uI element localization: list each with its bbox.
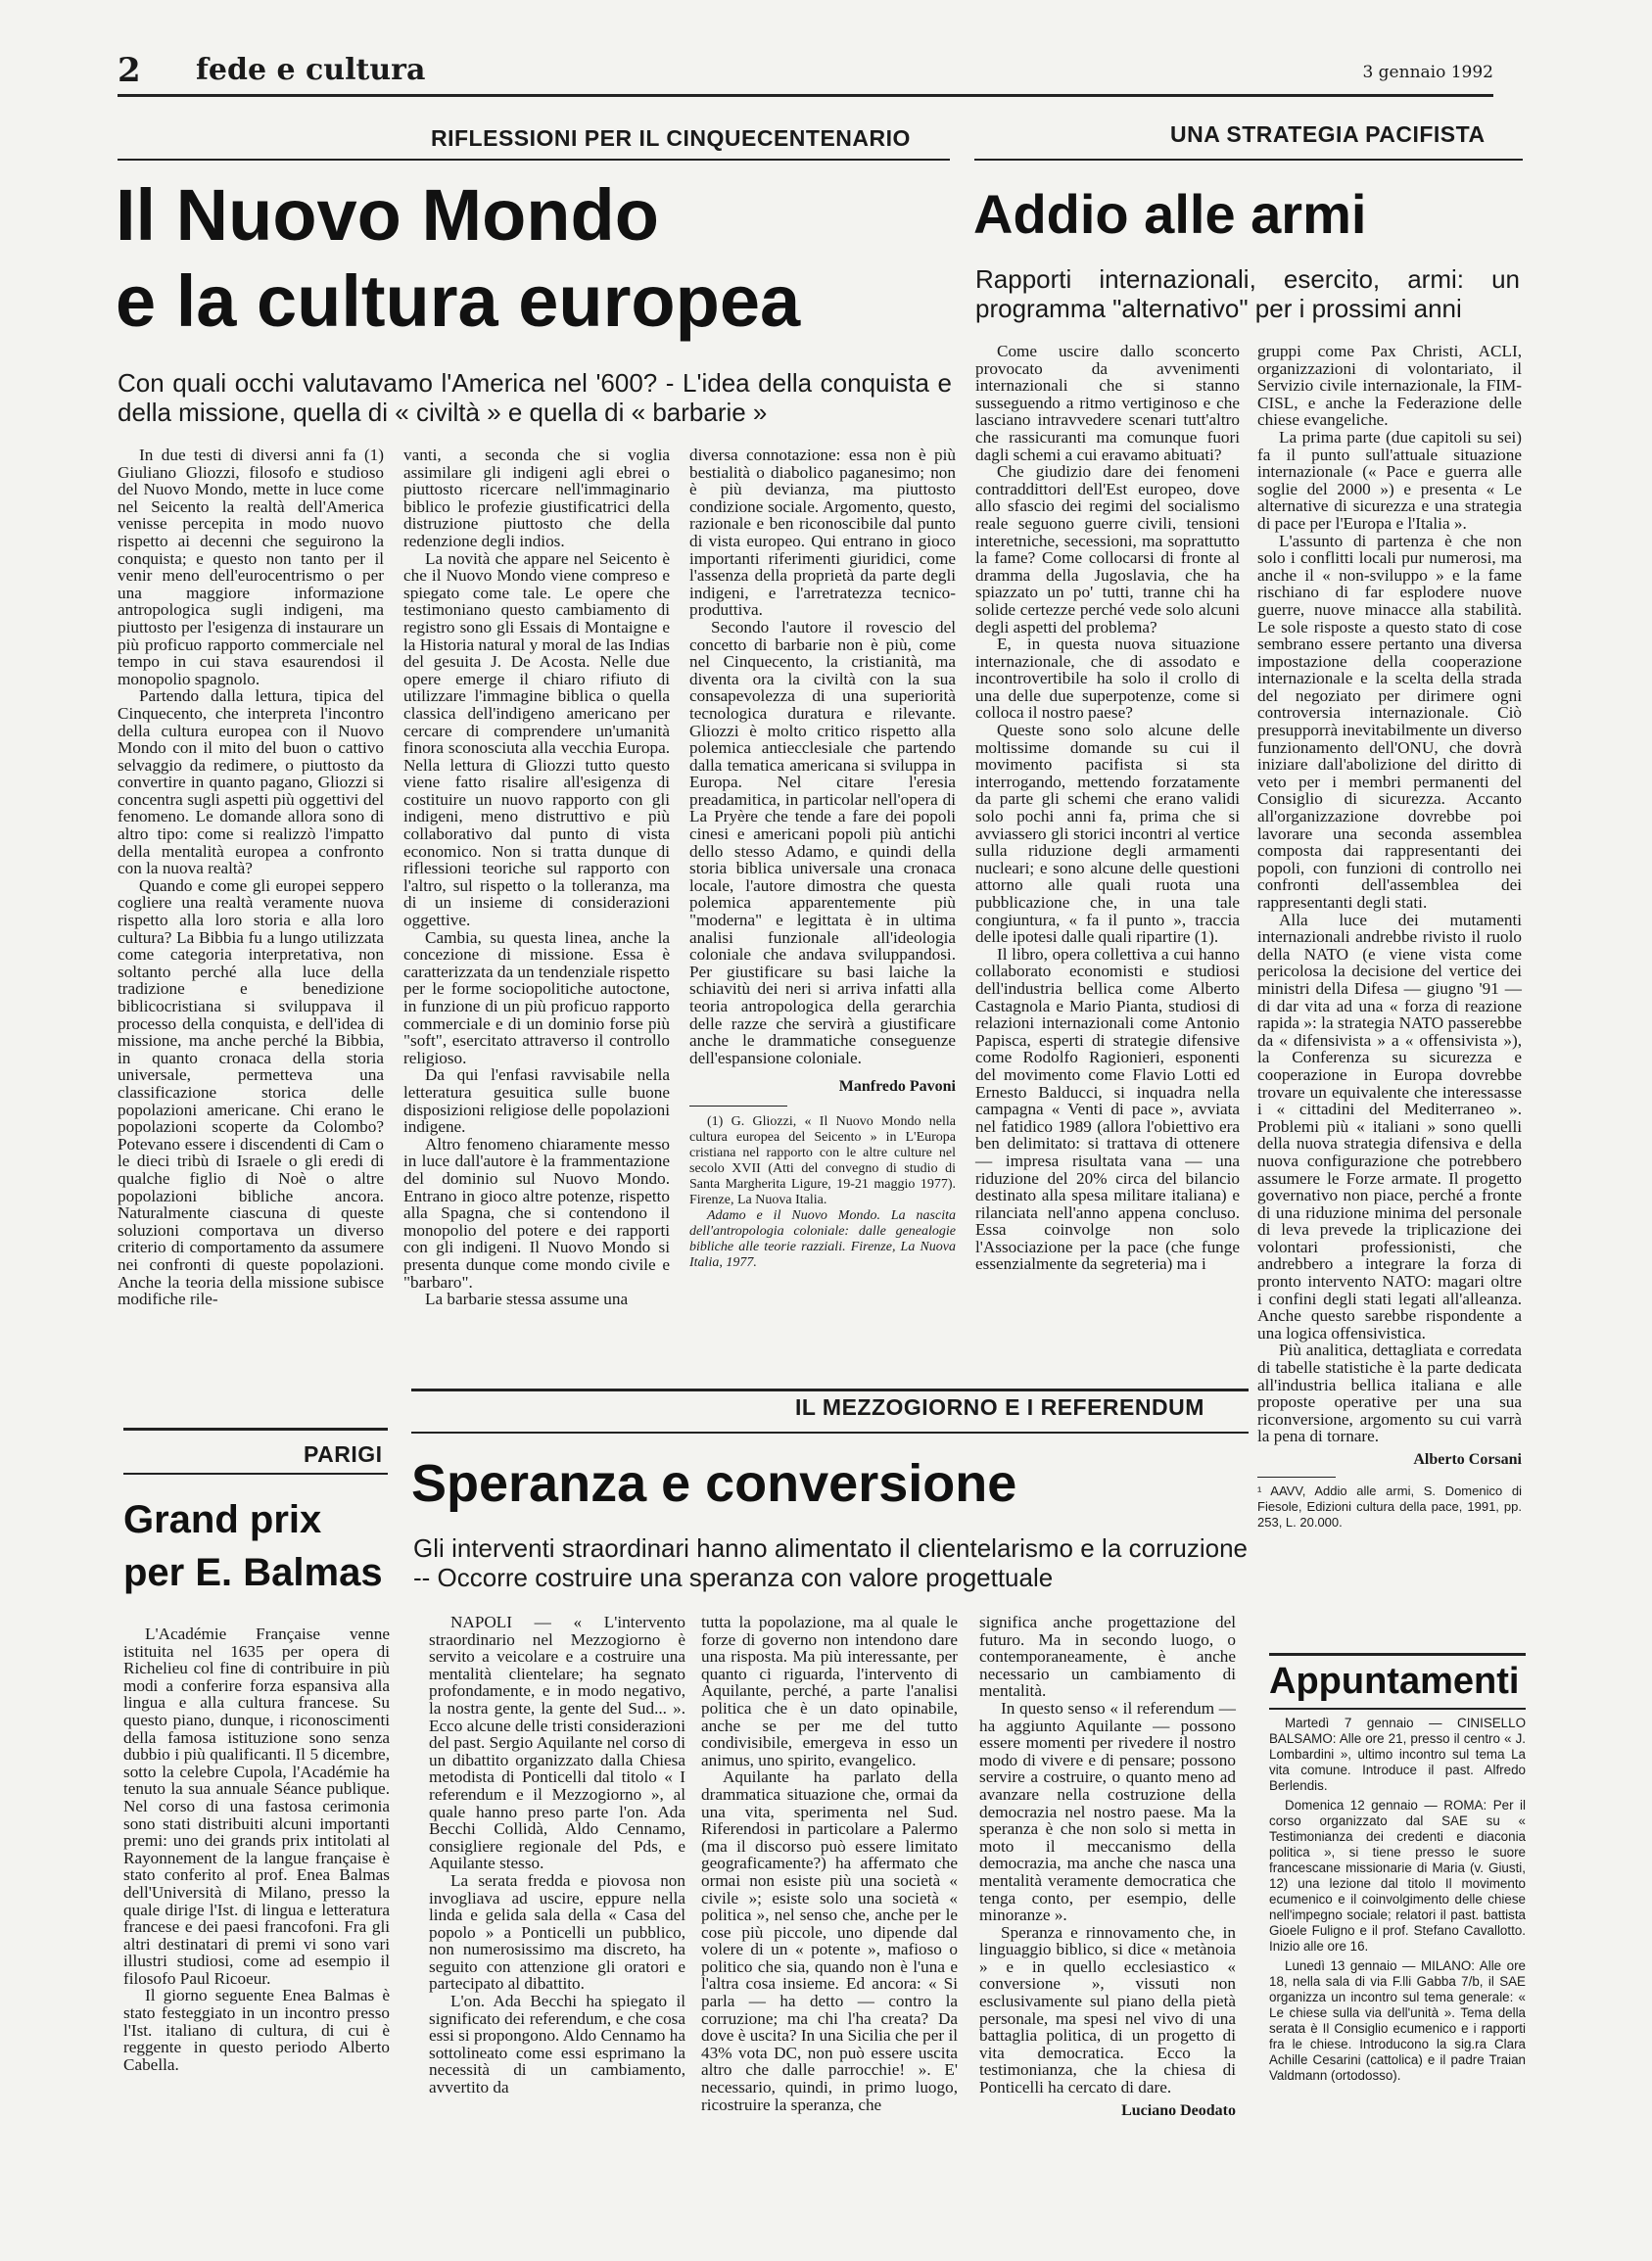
paris-body [123,1625,390,2073]
appointment-item: Martedì 7 gennaio — CINISELLO BALSAMO: Alle ore 21, presso il centro « J. Lombardini », ultimo incontro sul tema La vita comune. Introduce il past. Alfredo Berlendis. [1269,1716,1526,1793]
south-paragraph: Aquilante ha parlato della drammatica situazione che, ormai da una vita, sperimenta nel Sud. Riferendosi in particolare a Palermo (ma il discorso può essere limitato geograficamente?) ha affermato che ormai non esiste più una società « civile »; esiste solo una società « politica », nel senso che, anche per le cose più piccole, uno dipende dal volere di un « potente », mafioso o politico che sia, quando non è l'una e l'altra cosa insieme. Ed ancora: « Si parla — ha detto — contro la corruzione; ma chi l'ha creata? Da dove è uscita? In una Sicilia che per il 43% vota DC, non può essere uscita altro che dalle parrocchie! ». E' necessario, quindi, in primo luogo, ricostruire la speranza, che [701,1767,958,2114]
south-col-3 [979,1614,1236,2119]
right-paragraph: L'assunto di partenza è che non solo i conflitti locali pur numerosi, ma anche il « non-sviluppo » e la fame rischiano di far esplodere nuove guerre, nuove minacce alla stabilità. Le sole risposte a questo stato di cose sembrano essere pertanto una diversa impostazione della cooperazione internazionale e la scelta della strada del negoziato per dirimere ogni controversia internazionale. Ciò presupporrà inevitabilmente un diverso funzionamento dell'ONU, che dovrà iniziare dall'abolizione del diritto di veto per i membri permanenti del Consiglio di sicurezza. Accanto all'organizzazione dovrebbe poi lavorare una seconda assemblea composta dai rappresentanti dei popoli, con funzioni di controllo nei confronti dell'assemblea dei rappresentanti degli stati. [1257,531,1522,912]
main-paragraph: Da qui l'enfasi ravvisabile nella letteratura gesuitica sulle buone disposizioni religiose delle popolazioni indigene. [403,1065,670,1137]
paris-headline-line1: Grand prix [123,1498,322,1541]
appointments-list [1269,1716,1526,2088]
main-footnote-1: (1) G. Gliozzi, « Il Nuovo Mondo nella cultura europea del Seicento » in L'Europa cristiana nel rapporto con le altre culture nel secolo XVII (Atti del convegno di studio di Santa Margherita Ligure, 19-21 maggio 1977). Firenze, La Nuova Italia. [689,1113,956,1207]
right-paragraph: E, in questa nuova situazione internazionale, che di assodato e incontrovertibile ha solo il crollo di una delle due superpotenze, come si colloca il nostro paese? [975,635,1240,723]
main-col-3 [689,447,956,1271]
section-title: fede e cultura [196,53,426,87]
south-paragraph: NAPOLI — « L'intervento straordinario nel Mezzogiorno è servito a veicolare e a costruire una mentalità clientelare; ha segnato profondamente, e in modo negativo, la nostra gente, la gente del Sud... ». Ecco alcune delle tristi considerazioni del past. Sergio Aquilante nel corso di un dibattito organizzato dalla Chiesa metodista di Ponticelli dal titolo « I referendum e il Mezzogiorno », al quale hanno preso parte l'on. Ada Becchi Collidà, Aldo Cennamo, consigliere regionale del Pds, e Aquilante stesso. [429,1613,685,1873]
paris-paragraph: L'Académie Française venne istituita nel 1635 per opera di Richelieu col fine di contribuire in più modi a conferire forza espansiva alla lingua e alla cultura francese. Su questo piano, dunque, i riconoscimenti della famosa istituzione sono senza dubbio i più qualificanti. Il 5 dicembre, sotto la celebre Cupola, l'Académie ha tenuto la sua annuale Séance publique. Nel corso di una fastosa cerimonia sono stati distribuiti alcuni importanti premi: uno dei grands prix intitolati al Rayonnement de la langue française è stato conferito al prof. Enea Balmas dell'Università di Milano, presso la quale dirige l'Ist. di lingua e letteratura francese e dei paesi francofoni. Fra gli altri destinatari di premi vi sono vari illustri studiosi, come ad esempio il filosofo Paul Ricoeur. [123,1625,390,1988]
right-paragraph: Il libro, opera collettiva a cui hanno collaborato economisti e studiosi dell'industria bellica come Alberto Castagnola e Mario Pianta, studiosi di relazioni internazionali come Antonio Papisca, esperti di strategie difensive come Rodolfo Ragionieri, esponenti del movimento come Flavio Lotti ed Ernesto Balducci, si inquadra nella campagna « Venti di pace », avviata nel fatidico 1989 (allora l'obiettivo era ben delimitato: si trattava di ottenere — impresa risultata vana — una riduzione del 20% circa del bilancio destinato alla spesa militare italiana) e rilanciata nell'anno appena concluso. Essa coinvolge non solo l'Associazione per la pace (che funge essenzialmente da segreteria) ma i [975,944,1240,1274]
right-col-2 [1257,343,1522,1531]
main-headline-line2: e la cultura europea [116,260,801,342]
page-number: 2 [118,51,141,90]
main-paragraph: Partendo dalla lettura, tipica del Cinquecento, che interpreta l'incontro della cultura europea con il Nuovo Mondo con il mito del buon o cattivo selvaggio da redimere, o piuttosto da convertire in quanto pagano, Gliozzi si concentra sugli aspetti più oggettivi del fenomeno. Le domande allora sono di altro tipo: come si realizzò l'impatto della mentalità europea a confronto con la nuova realtà? [118,686,384,878]
right-paragraph: gruppi come Pax Christi, ACLI, organizzazioni di volontariato, il Servizio civile internazionale, la FIM-CISL, e anche la Federazione delle chiese evangeliche. [1257,342,1522,430]
right-kicker: UNA STRATEGIA PACIFISTA [1170,121,1486,147]
right-kicker-rule [974,159,1523,161]
south-paragraph: La serata fredda e piovosa non invogliava ad uscire, eppure nella linda e gelida sala della « Casa del popolo » a Ponticelli un pubblico, non numerosissimo ma discreto, ha seguito con attenzione gli oratori e partecipato al dibattito. [429,1870,685,1994]
paris-kicker: PARIGI [304,1441,383,1467]
paris-headline-line2: per E. Balmas [123,1551,383,1594]
main-signature: Manfredo Pavoni [838,1078,956,1096]
appointments-top-rule [1269,1653,1526,1656]
main-headline-line1: Il Nuovo Mondo [116,174,659,256]
right-signature: Alberto Corsani [1413,1451,1522,1468]
south-kicker: IL MEZZOGIORNO E I REFERENDUM [795,1394,1204,1420]
main-paragraph: diversa connotazione: essa non è più bestialità o diabolico paganesimo; non è più devianza, ma piuttosto condizione sociale. Argomento, questo, razionale e ben riconoscibile dal punto di vista europeo. Qui entrano in gioco importanti riferimenti giuridici, come l'assenza della proprietà da parte degli indigeni, e l'arretratezza tecnico-produttiva. [689,446,956,620]
south-headline: Speranza e conversione [411,1454,1017,1513]
south-paragraph: Speranza e rinnovamento che, in linguaggio biblico, si dice « metànoia » e in quello ecclesiastico « conversione », vissuti non esclusivamente sul piano della pietà personale, ma spesi nel vivo di una battaglia politica, di un progetto di vita democratica. Ecco la testimonianza, che la chiesa di Ponticelli ha cercato di dare. [979,1922,1236,2097]
main-paragraph: vanti, a seconda che si voglia assimilare gli indigeni agli ebrei o piuttosto ricercare nell'immaginario biblico le profezie giustificatrici della distruzione piuttosto che della redenzione degli indios. [403,446,670,550]
paris-top-rule [123,1428,388,1431]
south-col-2 [701,1614,958,2113]
main-kicker-rule [118,159,950,161]
right-paragraph: Alla luce dei mutamenti internazionali andrebbe rivisto il ruolo della NATO (e viene vista come pericolosa la decisione del vertice dei ministri della Difesa — giugno '91 — di dar vita ad una « forza di reazione rapida »: la strategia NATO passerebbe da « difensivista » a « offensivista »), la Conferenza su sicurezza e cooperazione in Europa dovrebbe trovare un equivalente che interessasse i « cittadini del Mediterraneo ». Problemi più « italiani » sono quelli della nuova strategia difensiva e della nuova configurazione che potrebbero assumere le Forze armate. Il progetto governativo non piace, perché a fronte di una riduzione minima del personale di leva prevede la triplicazione dei volontari professionisti, che andrebbero a integrare la forza di pronto intervento NATO: magari oltre i confini degli stati legati all'alleanza. Anche questo sarebbe rispondente a una logica offensivistica. [1257,910,1522,1342]
main-paragraph: Altro fenomeno chiaramente messo in luce dall'autore è la frammentazione del dominio sul Nuovo Mondo. Entrano in gioco altre potenze, rispetto alla Spagna, che si contendono il monopolio del potere e dei rapporti con gli indigeni. Il Nuovo Mondo si presenta dunque come mondo civile e "barbaro". [403,1134,670,1292]
main-col-2 [403,447,670,1308]
right-paragraph: Che giudizio dare dei fenomeni contraddittori dell'Est europeo, dove allo sfascio dei regimi del socialismo reale seguono guerre civili, tensioni interetniche, secessioni, ma soprattutto la fame? Come collocarsi di fronte al dramma della Jugoslavia, che ha spiazzato un po' tutti, tranne chi ha solide certezze perché vede solo alcuni degli aspetti del problema? [975,462,1240,636]
main-col-1 [118,447,384,1308]
right-headline: Addio alle armi [973,183,1367,245]
lower-section-rule [411,1389,1249,1391]
south-kicker-rule [411,1432,1249,1434]
right-paragraph: Queste sono solo alcune delle moltissime domande su cui il movimento pacifista si sta interrogando, mettendo forzatamente da parte gli schemi che erano validi solo pochi anni fa, prima che si avviassero gli storici incontri al vertice sulla riduzione degli armamenti nucleari; e sono alcune delle questioni attorno alle quali ruota una pubblicazione che, in una tale congiuntura, « fa il punto », traccia delle ipotesi dalle quali ripartire (1). [975,721,1240,947]
main-footnote-2: Adamo e il Nuovo Mondo. La nascita dell'antropologia coloniale: dalle genealogie bibliche alle teorie razziali. Firenze, La Nuova Italia, 1977. [689,1207,956,1270]
appointment-item: Lunedì 13 gennaio — MILANO: Alle ore 18, nella sala di via F.lli Gabba 7/b, il SAE organizza un incontro sul tema generale: « Le chiese sulla via dell'unità ». Tema della serata è Il Consiglio ecumenico e i rapporti fra le chiese. Introducono la sig.ra Clara Achille Cesarini (cattolica) e il padre Traian Valdmann (ortodosso). [1269,1958,1526,2083]
appointment-item: Domenica 12 gennaio — ROMA: Per il corso organizzato dal SAE su « Testimonianza dei credenti e diaconia politica », si tiene presso le suore francescane missionarie di Maria (v. Giusti, 12) una lezione dal titolo Il movimento ecumenico e il coinvolgimento delle chiese nell'impegno sociale; relatori il past. battista Gioele Fuligno e il prof. Stefano Cavallotto. Inizio alle ore 16. [1269,1798,1526,1954]
right-paragraph: La prima parte (due capitoli su sei) fa il punto sull'attuale situazione internazionale (« Pace e guerra alle soglie del 2000 ») e presenta « Le alternative di sicurezza e una strategia di pace per l'Europa e l'Italia ». [1257,427,1522,533]
right-paragraph: Come uscire dallo sconcerto provocato da avvenimenti internazionali che si stanno susseguendo a ritmo vertiginoso e che lasciano intravvedere scenari tutt'altro che rassicuranti ma comunque fuori dagli schemi a cui eravamo abituati? [975,342,1240,464]
main-paragraph: Cambia, su questa linea, anche la concezione di missione. Essa è caratterizzata da un tendenziale rispetto per le forme sociopolitiche autoctone, in funzione di un più proficuo rapporto commerciale e di un dominio forse più "soft", esercitato attraverso il controllo religioso. [403,927,670,1067]
south-col-1 [429,1614,685,2096]
paris-kicker-rule [123,1473,388,1475]
appointments-title: Appuntamenti [1269,1661,1520,1702]
south-paragraph: L'on. Ada Becchi ha spiegato il significato dei referendum, e che cosa essi si propongono. Aldo Cennamo ha sottolineato come essi esprimano la necessità di un cambiamento, avvertito da [429,1992,685,2097]
main-deck: Con quali occhi valutavamo l'America nel '600? - L'idea della conquista e della missione, quella di « civiltà » e quella di « barbarie » [118,368,952,427]
main-kicker: RIFLESSIONI PER IL CINQUECENTENARIO [431,125,911,151]
main-paragraph: La barbarie stessa assume una [425,1290,629,1309]
south-paragraph: In questo senso « il referendum — ha aggiunto Aquilante — possono essere momenti per rivedere il nostro modo di vivere e di pensare; possono servire a costruire, o quanto meno ad avanzare nella costruzione della democrazia nel nostro paese. Ma la speranza è che non solo si metta in moto il meccanismo della democrazia, ma anche che nasca una mentalità veramente democratica che tenga conto, per esempio, delle minoranze ». [979,1698,1236,1925]
appointments-title-rule [1269,1708,1526,1710]
issue-date: 3 gennaio 1992 [1362,63,1493,82]
right-deck: Rapporti internazionali, esercito, armi: un programma "alternativo" per i prossimi anni [975,264,1520,323]
right-col-1 [975,343,1240,1273]
main-paragraph: La novità che appare nel Seicento è che il Nuovo Mondo viene compreso e spiegato come tale. Le opere che testimoniano questo cambiamento di registro sono gli Essais di Montaigne e la Historia natural y moral de las Indias del gesuita J. De Acosta. Nelle due opere emerge il chiaro rifiuto di utilizzare l'immagine biblica o quella classica dell'indigeno americano per cercare di comprendere un'umanità finora sconosciuta alla vecchia Europa. Nella lettura di Gliozzi tutto questo viene fatto risalire all'esigenza di costituire un nuovo rapporto con gli indigeni, meno distruttivo e più collaborativo dal punto di vista economico. Non si tratta dunque di riflessioni teoriche sul rapporto con l'altro, sul rispetto o la tolleranza, ma di un insieme di considerazioni oggettive. [403,548,670,930]
south-signature: Luciano Deodato [1121,2101,1236,2119]
masthead-rule [118,94,1493,97]
right-footnote-rule [1257,1477,1336,1478]
south-paragraph: tutta la popolazione, ma al quale le forze di governo non intendono dare una risposta. Ma più interessante, per quanto ci riguarda, l'intervento di Aquilante, perché, a parte l'analisi politica che è un dato opinabile, anche se per me del tutto condivisibile, emergeva in esso un animus, uno spirito, evangelico. [701,1613,958,1769]
south-paragraph: significa anche progettazione del futuro. Ma in secondo luogo, o contemporaneamente, è anche necessario un cambiamento di mentalità. [979,1613,1236,1701]
right-paragraph: Più analitica, dettagliata e corredata di tabelle statistiche è la parte dedicata all'industria bellica italiana e alle proposte operative per una sua riconversione, argomento su cui varrà la pena di tornare. [1257,1341,1522,1446]
right-footnote: ¹ AAVV, Addio alle armi, S. Domenico di Fiesole, Edizioni cultura della pace, 1991, pp. 253, L. 20.000. [1257,1483,1522,1530]
main-paragraph: Secondo l'autore il rovescio del concetto di barbarie non è più, come nel Cinquecento, la cristianità, ma diventa ora la civiltà con la sua consapevolezza di una superiorità tecnologica duratura e rilevante. Gliozzi è molto critico rispetto alla polemica antiecclesiale che partendo dalla tematica americana si sviluppa in Europa. Nel citare l'eresia preadamitica, in particolar nell'opera di La Pryère che tende a fare dei popoli cinesi e americani popoli più antichi dello stesso Adamo, e quindi della storia biblica universale una cronaca locale, l'autore dimostra che questa polemica apparentemente più "moderna" e legittata è in ultima analisi funzionale all'ideologia coloniale che andava sviluppandosi. Per giustificare su basi laiche la schiavitù dei neri si arriva infatti alla teoria antropologica della gerarchia delle razze che servirà a giustificare anche le drammatiche conseguenze dell'espansione coloniale. [689,617,956,1067]
main-footnote-rule [689,1106,787,1107]
south-deck: Gli interventi straordinari hanno alimentato il clientelarismo e la corruzione -- Occorre costruire una speranza con valore progettuale [413,1533,1248,1592]
paris-paragraph: Il giorno seguente Enea Balmas è stato festeggiato in un incontro presso l'Ist. italiano di cultura, di cui è reggente in questo periodo Alberto Cabella. [123,1986,390,2074]
main-paragraph: Quando e come gli europei seppero cogliere una realtà veramente nuova rispetto alla loro storia e alla loro cultura? La Bibbia fu a lungo utilizzata come categoria interpretativa, non soltanto perché alla luce della tradizione e benedizione biblicocristiana si sviluppava il processo della conquista, e dell'idea di missione, ma anche perché la Bibbia, in quanto cronaca della storia universale, permetteva una classificazione storica delle popolazioni americane. Chi erano le popolazioni scoperte da Colombo? Potevano essere i discendenti di Cam o le dieci tribù di Israele o gli eredi di qualche figlio di Noè o altre popolazioni bibliche ancora. Naturalmente ciascuna di queste soluzioni comportava un diverso criterio di comportamento da assumere nei confronti di queste popolazioni. Anche la teoria della missione subisce modifiche rile- [118,875,384,1309]
main-paragraph: In due testi di diversi anni fa (1) Giuliano Gliozzi, filosofo e studioso del Nuovo Mondo, mette in luce come nel Seicento la realtà dell'America venisse percepita in modo nuovo rispetto ai decenni che seguirono la conquista; e questo non tanto per il venir meno dell'eurocentrismo o per una maggiore informazione antropologica sugli indigeni, ma piuttosto per l'esigenza di instaurare un più proficuo rapporto commerciale nel tempo in cui stava esaurendosi il monopolio spagnolo. [118,446,384,688]
